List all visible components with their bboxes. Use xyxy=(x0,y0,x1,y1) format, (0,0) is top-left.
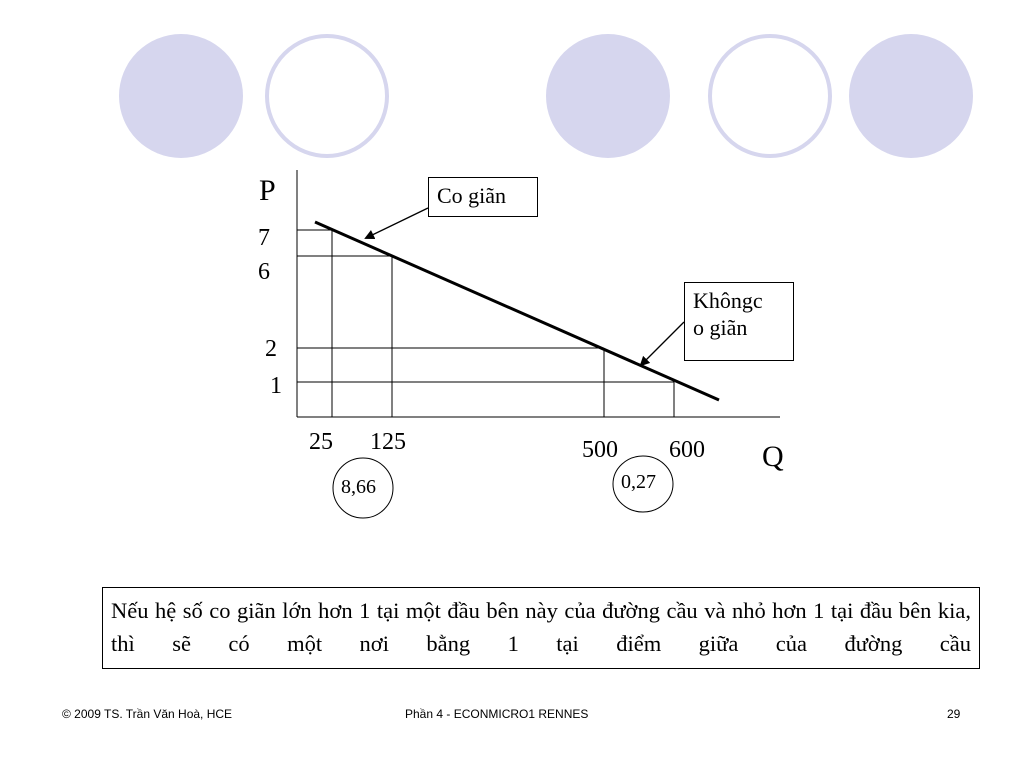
elastic-callout xyxy=(428,177,538,217)
elasticity-value-lower: 0,27 xyxy=(621,471,656,493)
footer-course: Phần 4 - ECONMICRO1 RENNES xyxy=(405,707,589,721)
elastic-arrow xyxy=(366,208,428,238)
explanation-note: Nếu hệ số co giãn lớn hơn 1 tại một đầu bên này của đường cầu và nhỏ hơn 1 tại đầu bên kia, thì sẽ có một nơi bằng 1 tại điểm giữa của đường cầu xyxy=(102,587,980,669)
elasticity-value-upper: 8,66 xyxy=(341,476,376,498)
inelastic-callout-line1: Khôngc xyxy=(693,288,763,313)
y-axis-label: P xyxy=(259,174,276,207)
elastic-callout-text: Co giãn xyxy=(437,183,507,208)
y-tick-label: 6 xyxy=(258,259,270,285)
inelastic-callout-line2: o giãn xyxy=(693,315,748,340)
y-tick-label: 2 xyxy=(265,336,277,362)
y-tick-label: 7 xyxy=(258,225,270,251)
x-tick-label: 125 xyxy=(370,429,406,455)
x-axis-label: Q xyxy=(762,440,784,473)
y-tick-label: 1 xyxy=(270,373,282,399)
demand-line xyxy=(315,222,719,400)
x-tick-label: 500 xyxy=(582,437,618,463)
footer-page-number: 29 xyxy=(947,707,961,721)
inelastic-arrow xyxy=(641,322,684,365)
x-tick-label: 600 xyxy=(669,437,705,463)
inelastic-callout xyxy=(684,282,794,361)
x-tick-label: 25 xyxy=(309,429,333,455)
footer-copyright: © 2009 TS. Trần Văn Hoà, HCE xyxy=(62,707,233,721)
